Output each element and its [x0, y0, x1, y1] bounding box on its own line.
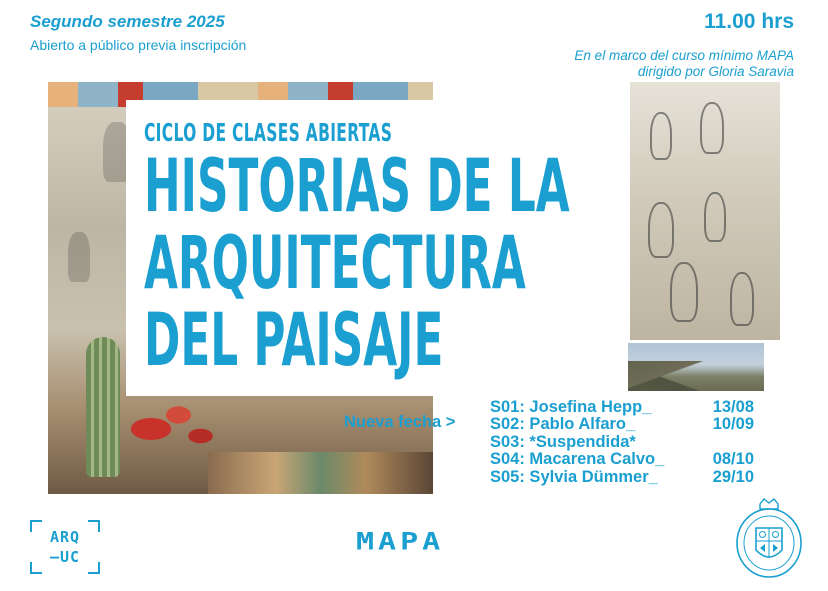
mural-strip	[208, 452, 433, 494]
session-item	[490, 469, 754, 486]
red-flower-drawing	[118, 387, 228, 457]
course-note-line-2: dirigido por Gloria Saravia	[637, 64, 794, 79]
session-name: S05: Sylvia Dümmer_	[490, 467, 658, 486]
title-line-1: HISTORIAS DE LA	[144, 144, 570, 229]
session-name: S01: Josefina Hepp_	[490, 398, 652, 416]
title-line-3: DEL PAISAJE	[144, 298, 444, 383]
cactus-drawing	[86, 337, 120, 477]
mapa-logo: MAPA	[356, 528, 445, 556]
sketch-figure	[700, 102, 724, 154]
collage-image-right	[630, 82, 780, 340]
session-item	[490, 416, 754, 433]
session-item	[490, 399, 754, 416]
sketch-figure	[68, 232, 90, 282]
session-name: S03: *Suspendida*	[490, 432, 636, 451]
class-time: 11.00 hrs	[704, 10, 794, 33]
sketch-figure	[670, 262, 698, 322]
event-title	[144, 144, 570, 383]
sketch-figure	[648, 202, 674, 258]
sketch-figure	[704, 192, 726, 242]
session-name: S04: Macarena Calvo_	[490, 450, 665, 469]
registration-note: Abierto a público previa inscripción	[30, 37, 247, 53]
session-name: S02: Pablo Alfaro_	[490, 415, 636, 434]
session-date: 29/10	[712, 467, 754, 486]
arq-uc-logo-line-2: —UC	[49, 548, 81, 566]
event-kicker: CICLO DE CLASES ABIERTAS	[144, 118, 393, 147]
sketch-figure	[650, 112, 672, 160]
session-item	[490, 434, 754, 451]
new-date-label: Nueva fecha >	[344, 413, 456, 431]
semester-label: Segundo semestre 2025	[30, 12, 225, 31]
title-line-2: ARQUITECTURA	[144, 221, 526, 306]
session-date: 08/10	[712, 450, 754, 469]
arq-uc-logo	[30, 520, 100, 574]
session-item	[490, 451, 754, 468]
header-left	[30, 12, 246, 53]
course-note	[574, 48, 794, 80]
session-date: 10/09	[712, 415, 754, 434]
session-date	[708, 434, 754, 451]
university-seal-icon	[734, 498, 804, 580]
arq-uc-logo-line-1: ARQ	[49, 528, 81, 546]
session-date: 13/08	[712, 398, 754, 416]
session-list	[490, 399, 754, 486]
sketch-figure	[730, 272, 754, 326]
course-note-line-1: En el marco del curso mínimo MAPA	[574, 48, 794, 63]
